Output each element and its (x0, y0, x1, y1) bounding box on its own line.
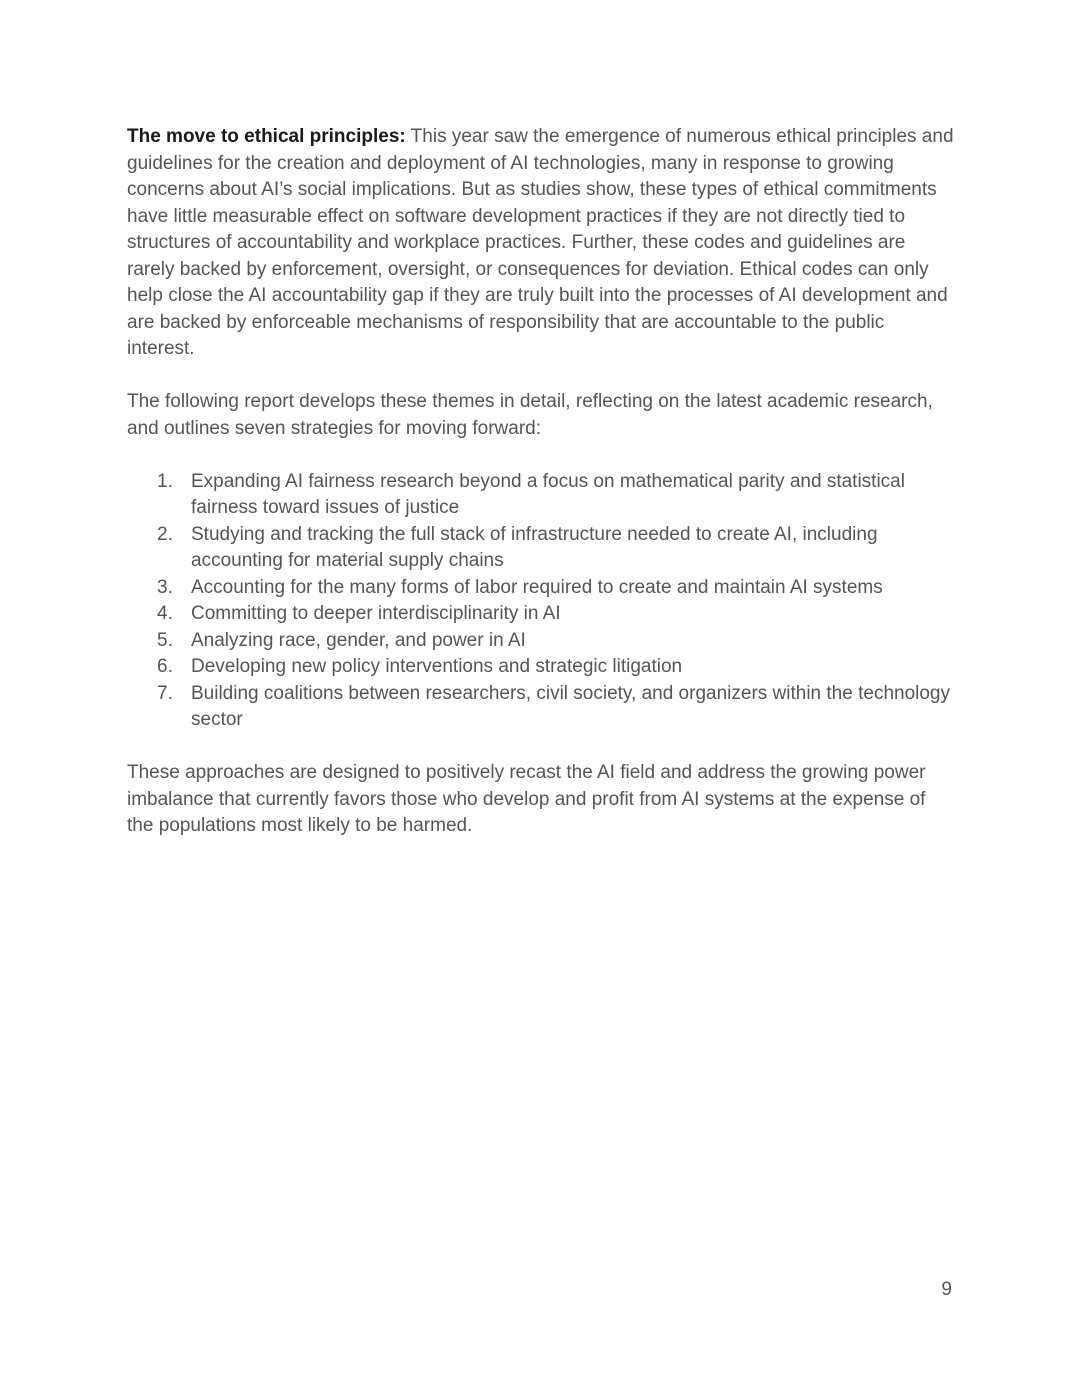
list-item-text: Developing new policy interventions and strategic litigation (191, 656, 683, 677)
list-item-text: Accounting for the many forms of labor required to create and maintain AI systems (191, 576, 883, 598)
list-item (127, 522, 957, 575)
list-item-number: 3. (157, 576, 173, 598)
conclusion-paragraph: These approaches are designed to positively recast the AI field and address the growing power imbalance that currently favors those who develop and profit from AI systems at the expense of the populations most likely to be harmed. (127, 762, 926, 836)
list-item-number: 7. (157, 682, 173, 704)
list-item-number: 4. (157, 603, 173, 624)
list-item-number: 5. (157, 629, 173, 651)
list-item (127, 469, 957, 522)
document-body (127, 124, 957, 840)
list-item-text: Committing to deeper interdisciplinarity in AI (191, 603, 561, 624)
report-intro-paragraph: The following report develops these themes in detail, reflecting on the latest academic research, and outlines seven strategies for moving forward: (127, 391, 933, 439)
list-item-text: Expanding AI fairness research beyond a focus on mathematical parity and statistical fairness toward issues of justice (191, 470, 905, 518)
list-item (127, 575, 957, 602)
section-lead-title: The move to ethical principles: (127, 126, 406, 147)
list-item-text: Building coalitions between researchers, civil society, and organizers within the technology sector (191, 682, 950, 730)
list-item-number: 2. (157, 523, 173, 545)
list-item (127, 601, 957, 628)
list-item (127, 654, 957, 681)
list-item (127, 628, 957, 655)
page-number: 9 (941, 1279, 952, 1300)
ethical-principles-paragraph (127, 124, 957, 363)
list-item (127, 681, 957, 734)
section-lead-text: This year saw the emergence of numerous ethical principles and guidelines for the creation and deployment of AI technologies, many in response to growing concerns about AI’s social implications. But as studies show, these types of ethical commitments have little measurable effect on software development practices if they are not directly tied to structures of accountability and workplace practices. Further, these codes and guidelines are rarely backed by enforcement, oversight, or consequences for deviation. Ethical codes can only help close the AI accountability gap if they are truly built into the processes of AI development and are backed by enforceable mechanisms of responsibility that are accountable to the public interest. (127, 126, 954, 359)
list-item-number: 6. (157, 656, 173, 677)
list-item-number: 1. (157, 470, 173, 492)
list-item-text: Analyzing race, gender, and power in AI (191, 629, 526, 651)
strategies-list (127, 469, 957, 734)
list-item-text: Studying and tracking the full stack of infrastructure needed to create AI, including accounting for material supply chains (191, 523, 878, 571)
